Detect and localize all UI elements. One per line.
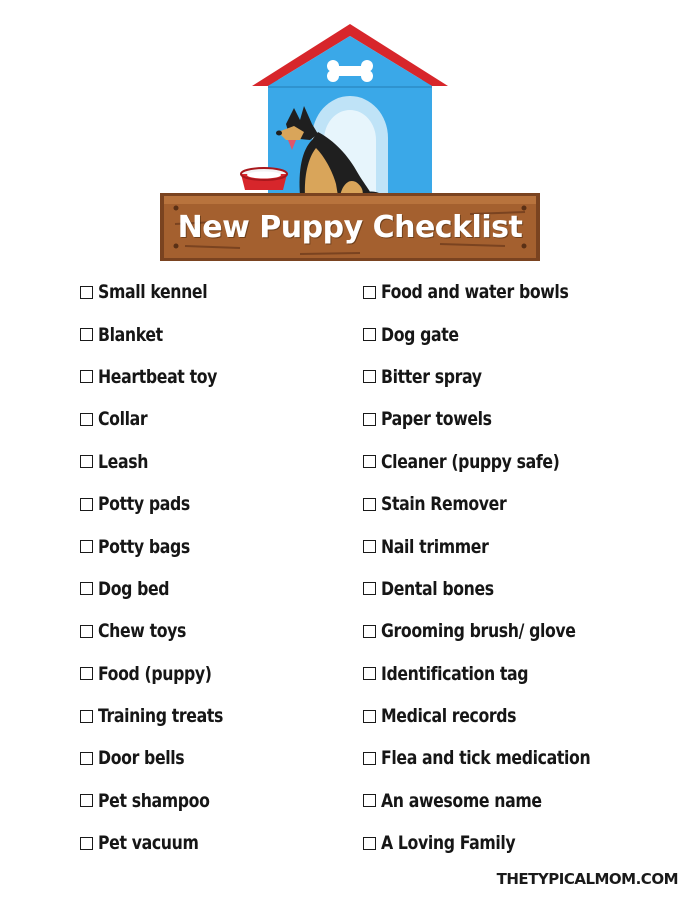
checklist-item-label: Cleaner (puppy safe) <box>381 450 560 473</box>
checkbox-icon[interactable] <box>80 413 93 426</box>
checklist-item-label: Small kennel <box>98 281 208 304</box>
checklist-item-label: Dental bones <box>381 577 494 600</box>
checklist-item[interactable] <box>363 271 608 313</box>
checklist-item-label: Food and water bowls <box>381 281 569 304</box>
checkbox-icon[interactable] <box>80 794 93 807</box>
checklist-item[interactable] <box>80 822 234 864</box>
checklist-item[interactable] <box>80 525 234 567</box>
page-title: New Puppy Checklist <box>177 209 523 245</box>
checkbox-icon[interactable] <box>80 498 93 511</box>
checkbox-icon[interactable] <box>80 328 93 341</box>
checklist-item-label: Nail trimmer <box>381 535 489 558</box>
checklist-item-label: A Loving Family <box>381 832 516 855</box>
checkbox-icon[interactable] <box>363 625 376 638</box>
checklist-item-label: Flea and tick medication <box>381 747 591 770</box>
checkbox-icon[interactable] <box>80 370 93 383</box>
checklist-item[interactable] <box>363 737 608 779</box>
checkbox-icon[interactable] <box>363 582 376 595</box>
checklist-item[interactable] <box>80 695 234 737</box>
checklist-item[interactable] <box>363 653 608 695</box>
checkbox-icon[interactable] <box>363 540 376 553</box>
checklist-item[interactable] <box>363 356 608 398</box>
checkbox-icon[interactable] <box>80 540 93 553</box>
checkbox-icon[interactable] <box>363 328 376 341</box>
checklist-item-label: Dog gate <box>381 323 459 346</box>
checklist-item[interactable] <box>363 780 608 822</box>
checkbox-icon[interactable] <box>363 710 376 723</box>
checklist-item-label: Bitter spray <box>381 365 482 388</box>
checklist-item-label: Grooming brush/ glove <box>381 620 576 643</box>
checklist-item[interactable] <box>80 653 234 695</box>
checklist-item-label: Pet shampoo <box>98 789 210 812</box>
checklist-item-label: Leash <box>98 450 149 473</box>
checklist-item[interactable] <box>80 610 234 652</box>
checklist-item[interactable] <box>363 822 608 864</box>
checkbox-icon[interactable] <box>363 837 376 850</box>
checklist-item-label: Potty bags <box>98 535 190 558</box>
checklist-item-label: Stain Remover <box>381 493 507 516</box>
checkbox-icon[interactable] <box>363 794 376 807</box>
checkbox-icon[interactable] <box>363 370 376 383</box>
checkbox-icon[interactable] <box>80 752 93 765</box>
checklist-item-label: Identification tag <box>381 662 529 685</box>
checklist-item-label: Chew toys <box>98 620 187 643</box>
checkbox-icon[interactable] <box>80 286 93 299</box>
checklist-item-label: Paper towels <box>381 408 492 431</box>
checklist-item[interactable] <box>80 780 234 822</box>
checklist-item[interactable] <box>80 441 234 483</box>
checklist-item[interactable] <box>80 398 234 440</box>
checkbox-icon[interactable] <box>80 455 93 468</box>
checklist-item[interactable] <box>80 356 234 398</box>
checklist-item[interactable] <box>363 525 608 567</box>
checklist-right-column <box>363 271 608 864</box>
checklist-item[interactable] <box>80 313 234 355</box>
checklist-item[interactable] <box>363 568 608 610</box>
checkbox-icon[interactable] <box>363 413 376 426</box>
checklist-item-label: Food (puppy) <box>98 662 212 685</box>
footer-brand: THETYPICALMOM.COM <box>496 870 678 888</box>
checklist-item-label: Door bells <box>98 747 185 770</box>
checkbox-icon[interactable] <box>363 455 376 468</box>
checklist-item[interactable] <box>363 313 608 355</box>
checklist-item[interactable] <box>80 737 234 779</box>
checkbox-icon[interactable] <box>363 498 376 511</box>
checklist-item[interactable] <box>363 695 608 737</box>
checkbox-icon[interactable] <box>80 710 93 723</box>
checkbox-icon[interactable] <box>80 837 93 850</box>
checklist-item-label: Blanket <box>98 323 163 346</box>
checklist-item[interactable] <box>363 398 608 440</box>
checklist-item-label: Pet vacuum <box>98 832 199 855</box>
checklist-item-label: Training treats <box>98 705 224 728</box>
checkbox-icon[interactable] <box>80 625 93 638</box>
checklist-item-label: Heartbeat toy <box>98 365 218 388</box>
checklist-item-label: Dog bed <box>98 577 170 600</box>
checklist-item[interactable] <box>363 483 608 525</box>
checklist-left-column <box>80 271 234 864</box>
checkbox-icon[interactable] <box>80 582 93 595</box>
checkbox-icon[interactable] <box>80 667 93 680</box>
checklist-item-label: Potty pads <box>98 493 190 516</box>
checklist-item[interactable] <box>80 483 234 525</box>
checklist-item-label: An awesome name <box>381 789 542 812</box>
checklist-item[interactable] <box>80 568 234 610</box>
checkbox-icon[interactable] <box>363 667 376 680</box>
checklist-item-label: Medical records <box>381 705 517 728</box>
checklist-item-label: Collar <box>98 408 148 431</box>
checkbox-icon[interactable] <box>363 752 376 765</box>
checklist-item[interactable] <box>80 271 234 313</box>
checklist-item[interactable] <box>363 441 608 483</box>
checklist-item[interactable] <box>363 610 608 652</box>
checkbox-icon[interactable] <box>363 286 376 299</box>
food-bowl-icon <box>241 168 287 190</box>
